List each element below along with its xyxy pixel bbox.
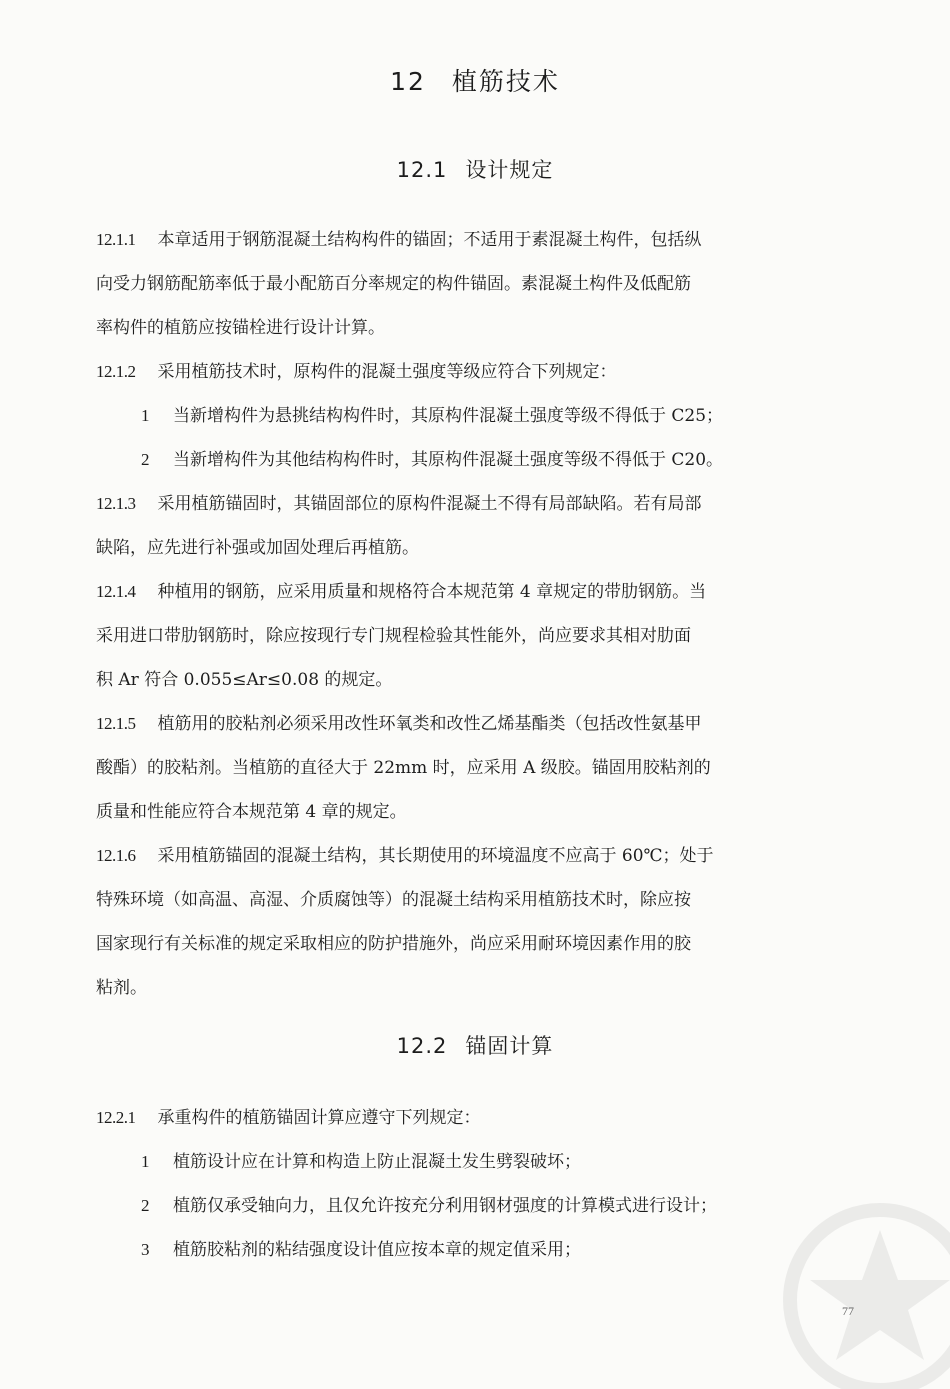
clause-number: 12.1.5 [96, 714, 136, 733]
clause-line: 缺陷，应先进行补强或加固处理后再植筋。 [96, 538, 419, 558]
clause-line [96, 482, 861, 526]
section-name: 设计规定 [465, 158, 554, 182]
clause-text: 采用植筋锚固的混凝土结构，其长期使用的环境温度不应高于 60℃；处于 [157, 846, 714, 866]
clause-line [96, 350, 861, 394]
item-number: 3 [141, 1240, 150, 1259]
chapter-name: 植筋技术 [451, 67, 560, 96]
clause-line: 特殊环境（如高温、高湿、介质腐蚀等）的混凝土结构采用植筋技术时，除应按 [96, 890, 691, 910]
list-item [96, 1228, 861, 1272]
item-text: 植筋设计应在计算和构造上防止混凝土发生劈裂破坏； [173, 1152, 581, 1172]
clause-number: 12.2.1 [96, 1108, 136, 1127]
clause-line [96, 570, 861, 614]
item-number: 2 [141, 1196, 150, 1215]
list-item [96, 394, 861, 438]
page-number: 77 [842, 1304, 854, 1318]
clause-text: 本章适用于钢筋混凝土结构构件的锚固；不适用于素混凝土构件，包括纵 [157, 230, 702, 250]
clause-number: 12.1.2 [96, 362, 136, 381]
section-12-1-body [96, 218, 861, 1010]
watermark-icon [760, 1180, 950, 1389]
clause-number: 12.1.3 [96, 494, 136, 513]
chapter-number: 12 [390, 67, 426, 96]
clause-number: 12.1.6 [96, 846, 136, 865]
clause-line: 积 Ar 符合 0.055≤Ar≤0.08 的规定。 [96, 670, 393, 690]
chapter-title [0, 62, 950, 98]
clause-line [96, 218, 861, 262]
clause-line: 质量和性能应符合本规范第 4 章的规定。 [96, 802, 407, 822]
list-item [96, 438, 861, 482]
section-number: 12.1 [396, 158, 448, 182]
clause-number: 12.1.4 [96, 582, 136, 601]
section-name: 锚固计算 [465, 1034, 554, 1058]
clause-line [96, 834, 861, 878]
clause-line: 采用进口带肋钢筋时，除应按现行专门规程检验其性能外，尚应要求其相对肋面 [96, 626, 691, 646]
item-number: 1 [141, 406, 150, 425]
clause-line: 向受力钢筋配筋率低于最小配筋百分率规定的构件锚固。素混凝土构件及低配筋 [96, 274, 691, 294]
clause-text: 承重构件的植筋锚固计算应遵守下列规定： [157, 1108, 481, 1128]
clause-line: 率构件的植筋应按锚栓进行设计计算。 [96, 318, 385, 338]
item-text: 植筋仅承受轴向力，且仅允许按充分利用钢材强度的计算模式进行设计； [173, 1196, 717, 1216]
clause-text: 采用植筋锚固时，其锚固部位的原构件混凝土不得有局部缺陷。若有局部 [157, 494, 702, 514]
item-number: 1 [141, 1152, 150, 1171]
item-number: 2 [141, 450, 150, 469]
clause-line [96, 702, 861, 746]
section-title-12-1 [0, 154, 950, 184]
item-text: 当新增构件为悬挑结构构件时，其原构件混凝土强度等级不得低于 C25； [173, 406, 724, 426]
item-text: 当新增构件为其他结构构件时，其原构件混凝土强度等级不得低于 C20。 [173, 450, 724, 470]
list-item [96, 1140, 861, 1184]
clause-line: 酸酯）的胶粘剂。当植筋的直径大于 22mm 时，应采用 A 级胶。锚固用胶粘剂的 [96, 758, 711, 778]
list-item [96, 1184, 861, 1228]
clause-text: 种植用的钢筋，应采用质量和规格符合本规范第 4 章规定的带肋钢筋。当 [157, 582, 707, 602]
item-text: 植筋胶粘剂的粘结强度设计值应按本章的规定值采用； [173, 1240, 581, 1260]
section-title-12-2 [0, 1030, 950, 1060]
section-12-2-body [96, 1096, 861, 1272]
clause-number: 12.1.1 [96, 230, 136, 249]
section-number: 12.2 [396, 1034, 448, 1058]
clause-line: 国家现行有关标准的规定采取相应的防护措施外，尚应采用耐环境因素作用的胶 [96, 934, 691, 954]
clause-line: 粘剂。 [96, 978, 147, 998]
clause-text: 植筋用的胶粘剂必须采用改性环氧类和改性乙烯基酯类（包括改性氨基甲 [157, 714, 702, 734]
clause-text: 采用植筋技术时，原构件的混凝土强度等级应符合下列规定： [157, 362, 617, 382]
clause-line [96, 1096, 861, 1140]
